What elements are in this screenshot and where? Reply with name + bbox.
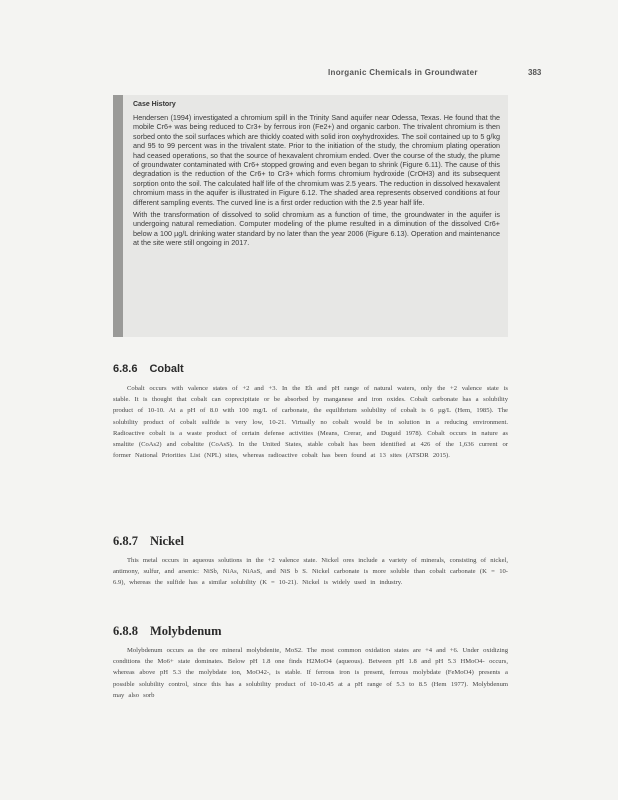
section-heading-molybdenum [113, 624, 508, 639]
section-number: 6.8.8 [113, 624, 138, 638]
section-title: Cobalt [149, 363, 184, 375]
section-number: 6.8.7 [113, 534, 138, 548]
case-history-title: Case History [133, 101, 176, 108]
section-heading-nickel [113, 534, 508, 549]
page-number: 383 [528, 68, 542, 77]
section-body-molybdenum: Molybdenum occurs as the ore mineral molybdenite, MoS2. The most common oxidation states are +4 and +6. Under oxidizing conditions the Mo6+ state dominates. Below pH 1.8 one finds H2MoO4 (aqueous). Between pH 1.8 and pH 5.3 HMoO4- occurs, whereas above pH 5.3 the molybdate ion, MoO42-, is stable. If ferrous iron is present, ferrous molybdate (FeMoO4) presents a possible solubility control, since this has a solubility product of 10-10.45 at a pH range of 5.3 to 8.5 (Hem 1977). Molybdenum may also sorb [113, 647, 508, 699]
running-head: Inorganic Chemicals in Groundwater [328, 68, 478, 77]
section-number: 6.8.6 [113, 363, 138, 375]
page-header [0, 68, 618, 82]
section-body-cobalt: Cobalt occurs with valence states of +2 and +3. In the Eh and pH range of natural waters, only the +2 valence state is stable. It is thought that cobalt can coprecipitate or be absorbed by manganese and iron oxides. Cobalt carbonate has a solubility product of 10-10. At a pH of 8.0 with 100 mg/L of carbonate, the equilibrium solubility of cobalt is 6 µg/L (Hem, 1985). The solubility product of cobalt sulfide is very low, 10-21. Virtually no cobalt would be in solution in a reducing environment. Radioactive cobalt is a waste product of certain defense activities (Means, Crerar, and Duguid 1978). Cobalt occurs in nature as smaltite (CoAs2) and cobaltite (CoAsS). In the United States, stable cobalt has been identified at 426 of the 1,636 current or former National Priorities List (NPL) sites, whereas radioactive cobalt has been found at 13 sites (ATSDR 2015). [113, 385, 508, 460]
case-history-paragraph: With the transformation of dissolved to solid chromium as a function of time, the groundwater in the aquifer is undergoing natural remediation. Computer modeling of the plume resulted in a diminution of the dissolved Cr6+ below a 100 µg/L drinking water standard by no later than the year 2006 (Figure 6.13). Operation and maintenance at the site were still ongoing in 2017. [133, 210, 500, 248]
case-history-box [113, 95, 508, 337]
section-body-nickel: This metal occurs in aqueous solutions in the +2 valence state. Nickel ores include a variety of minerals, consisting of nickel, antimony, sulfur, and arsenic: NiSb, NiAs, NiAsS, and NiS b S. Nickel carbonate is more soluble than cobalt carbonate (K = 10-6.9), whereas the sulfide has a similar solubility (K = 10-21). Nickel is widely used in industry. [113, 557, 508, 587]
case-history-paragraph: Hendersen (1994) investigated a chromium spill in the Trinity Sand aquifer near Odessa, Texas. He found that the mobile Cr6+ was being reduced to Cr3+ by ferrous iron (Fe2+) and organic carbon. The trivalent chromium is then sorbed onto the soil surfaces which are thickly coated with solid iron oxyhydroxides. The soil contained up to 5 g/kg and 95 to 99 percent was in the trivalent state. Prior to the initiation of the study, the chromium plating operation had ceased operations, so that the source of hexavalent chromium ended. Over the course of the study, the plume of groundwater contaminated with Cr6+ stopped growing and even began to shrink (Figure 6.11). The cause of this degradation is the reduction of the Cr6+ to Cr3+ which forms chromium hydroxide (CrOH3) and its subsequent sorption onto the soil. The calculated half life of the chromium was 2.5 years. The reduction in dissolved hexavalent chromium mass in the aquifer is illustrated in Figure 6.12. The shaded area represents observed conditions at four different sampling events. The curved line is a first order reduction with the 2.5 year half life. [133, 113, 500, 207]
section-title: Nickel [150, 534, 185, 548]
section-title: Molybdenum [150, 624, 222, 638]
section-heading-cobalt [113, 363, 508, 375]
